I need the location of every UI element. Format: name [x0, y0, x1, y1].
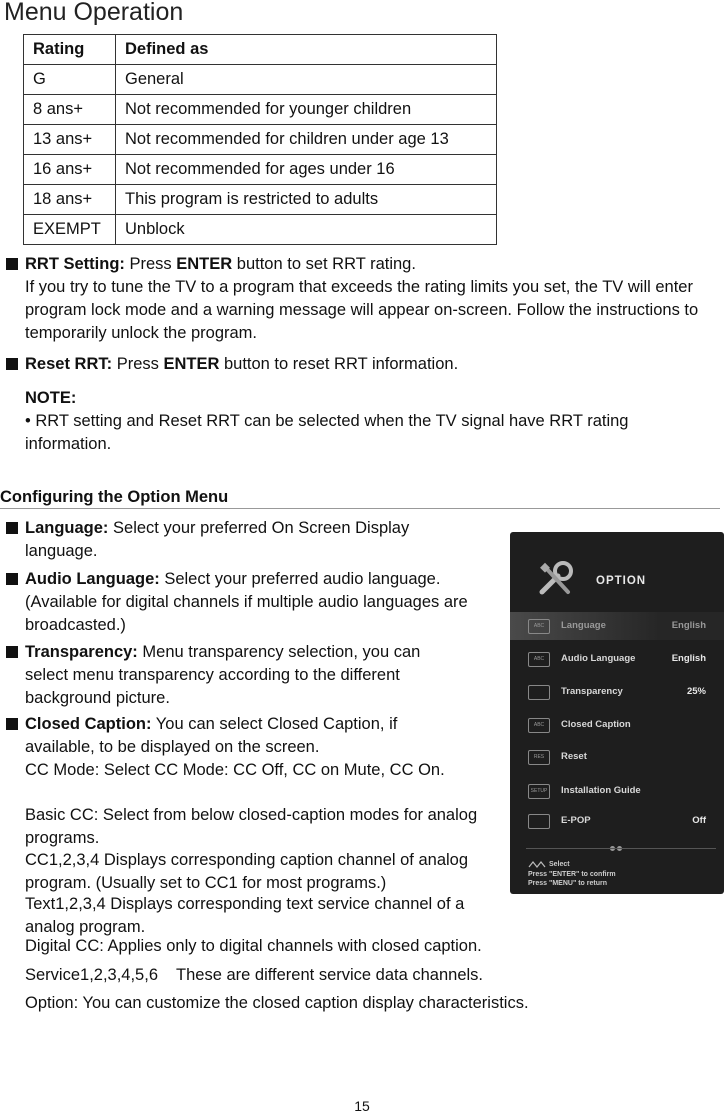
osd-item-language[interactable]: ABC Language English	[510, 612, 724, 640]
rrt-setting-label: RRT Setting:	[25, 255, 125, 273]
rating-table	[23, 34, 497, 245]
definition-cell: Not recommended for ages under 16	[116, 155, 497, 185]
rating-cell: 13 ans+	[24, 125, 116, 155]
definition-cell: This program is restricted to adults	[116, 185, 497, 215]
section-title: Configuring the Option Menu	[0, 488, 720, 509]
table-row	[24, 185, 497, 215]
bullet-icon	[6, 646, 18, 658]
rrt-setting-description: If you try to tune the TV to a program that exceeds the rating limits you set, the TV will enter program lock mode and a warning message will appear on-screen. Follow the instructions to temporarily unlock the program.	[25, 278, 699, 342]
osd-item-epop[interactable]: E-POP Off	[510, 807, 724, 835]
note-label: NOTE:	[25, 389, 77, 407]
note-block	[25, 387, 705, 456]
reset-icon: RES	[528, 750, 550, 765]
page-number: 15	[354, 1098, 370, 1114]
bullet-icon	[6, 522, 18, 534]
closed-caption-paragraph: Closed Caption: You can select Closed Caption, if available, to be displayed on the screen.	[25, 715, 398, 756]
cc-mode-text: CC Mode: Select CC Mode: CC Off, CC on Mute, CC On.	[25, 761, 445, 779]
closed-caption-icon: ABC	[528, 718, 550, 733]
table-row	[24, 125, 497, 155]
wrench-screwdriver-icon	[536, 560, 576, 600]
table-header-row	[24, 35, 497, 65]
digital-cc-text: Digital CC: Applies only to digital channels with closed caption.	[25, 937, 482, 955]
reset-rrt-label: Reset RRT:	[25, 355, 113, 373]
rrt-setting-paragraph: RRT Setting: Press ENTER button to set RRT rating. If you try to tune the TV to a program that exceeds the rating limits you set, the TV will enter program lock mode and a warning message will appear on-screen. Follow the instructions to temporarily unlock the program.	[25, 255, 699, 342]
definition-cell: General	[116, 65, 497, 95]
definition-cell: Unblock	[116, 215, 497, 245]
rating-cell: 16 ans+	[24, 155, 116, 185]
table-row	[24, 95, 497, 125]
page-title: Menu Operation	[4, 0, 184, 26]
audio-language-label: Audio Language:	[25, 570, 160, 588]
language-paragraph: Language: Select your preferred On Screen Display language.	[25, 519, 410, 560]
osd-item-closed-caption[interactable]: ABC Closed Caption	[510, 711, 724, 739]
rating-cell: 18 ans+	[24, 185, 116, 215]
osd-menu-title: OPTION	[596, 575, 647, 587]
setup-icon: SETUP	[528, 784, 550, 799]
basic-cc-text: Basic CC: Select from below closed-caption modes for analog programs.	[25, 806, 478, 847]
cc1234-text: CC1,2,3,4 Displays corresponding caption channel of analog program. (Usually set to CC1 for most programs.)	[25, 851, 469, 892]
osd-footer-confirm: Press "ENTER" to confirm	[528, 871, 616, 878]
osd-item-reset[interactable]: RES Reset	[510, 743, 724, 771]
enter-key-label: ENTER	[163, 355, 220, 373]
transparency-label: Transparency:	[25, 643, 138, 661]
osd-item-audio-language[interactable]: ABC Audio Language English	[510, 645, 724, 673]
option-menu-screenshot	[510, 532, 724, 894]
divider	[526, 848, 716, 849]
note-text: • RRT setting and Reset RRT can be selected when the TV signal have RRT rating information.	[25, 412, 629, 453]
column-header: Rating	[24, 35, 116, 65]
navigation-arrows-icon	[528, 860, 546, 868]
definition-cell: Not recommended for younger children	[116, 95, 497, 125]
page-dots	[610, 838, 624, 856]
osd-footer-select: Select	[549, 861, 570, 868]
language-label: Language:	[25, 519, 109, 537]
table-row	[24, 65, 497, 95]
abc-icon: ABC	[528, 619, 550, 634]
rating-cell: EXEMPT	[24, 215, 116, 245]
bullet-icon	[6, 358, 18, 370]
column-header: Defined as	[116, 35, 497, 65]
bullet-icon	[6, 258, 18, 270]
service-text: Service1,2,3,4,5,6 These are different service data channels.	[25, 966, 483, 984]
table-row	[24, 215, 497, 245]
bullet-icon	[6, 573, 18, 585]
bullet-icon	[6, 718, 18, 730]
audio-language-paragraph: Audio Language: Select your preferred audio language. (Available for digital channels if multiple audio languages are broadcasted.)	[25, 570, 468, 634]
transparency-icon	[528, 685, 550, 700]
transparency-paragraph: Transparency: Menu transparency selection, you can select menu transparency according to the different background picture.	[25, 643, 421, 707]
osd-item-installation-guide[interactable]: SETUP Installation Guide	[510, 777, 724, 805]
osd-item-transparency[interactable]: Transparency 25%	[510, 678, 724, 706]
rating-cell: G	[24, 65, 116, 95]
definition-cell: Not recommended for children under age 13	[116, 125, 497, 155]
rating-cell: 8 ans+	[24, 95, 116, 125]
osd-footer-return: Press "MENU" to return	[528, 880, 607, 887]
closed-caption-label: Closed Caption:	[25, 715, 152, 733]
option-text: Option: You can customize the closed caption display characteristics.	[25, 994, 529, 1012]
audio-language-icon: ABC	[528, 652, 550, 667]
text1234-text: Text1,2,3,4 Displays corresponding text service channel of a analog program.	[25, 895, 465, 936]
reset-rrt-paragraph: Reset RRT: Press ENTER button to reset RRT information.	[25, 355, 459, 373]
enter-key-label: ENTER	[176, 255, 233, 273]
epop-icon	[528, 814, 550, 829]
table-row	[24, 155, 497, 185]
